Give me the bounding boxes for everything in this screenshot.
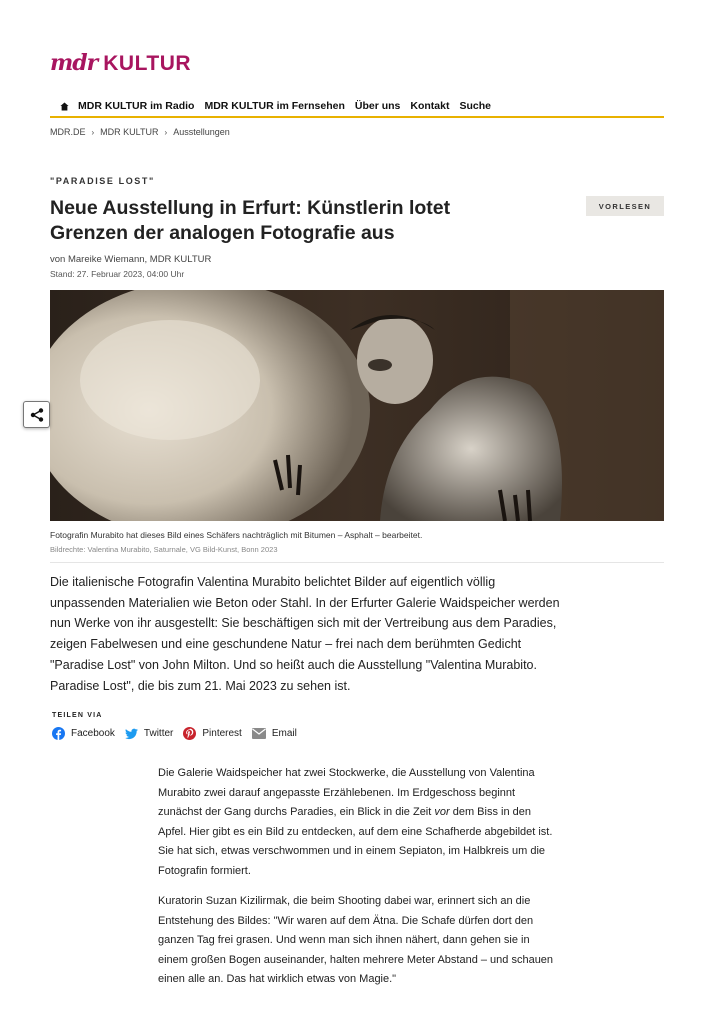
breadcrumb-mdr-kultur[interactable]: MDR KULTUR: [100, 127, 159, 137]
email-icon: [252, 728, 266, 739]
article-kicker: "PARADISE LOST": [50, 176, 155, 186]
share-row: [52, 727, 307, 740]
nav-item-suche[interactable]: Suche: [459, 100, 491, 112]
nav-item-ueber-uns[interactable]: Über uns: [354, 100, 401, 112]
facebook-icon: [52, 727, 65, 740]
chevron-right-icon: ›: [91, 127, 95, 137]
mdr-kultur-logo[interactable]: [50, 50, 191, 76]
breadcrumb-ausstellungen[interactable]: Ausstellungen: [173, 127, 230, 137]
share-email-label: Email: [271, 728, 297, 739]
breadcrumb-mdr-de[interactable]: MDR.DE: [50, 127, 86, 137]
nav-item-radio[interactable]: MDR KULTUR im Radio: [78, 100, 195, 112]
share-pinterest[interactable]: [183, 727, 241, 740]
home-icon[interactable]: [50, 102, 78, 111]
hero-photo-illustration: [50, 290, 664, 521]
article-author: von Mareike Wiemann, MDR KULTUR: [50, 254, 212, 265]
share-email[interactable]: [252, 728, 297, 739]
share-facebook-label: Facebook: [71, 728, 115, 739]
emphasis-vor: vor: [434, 806, 450, 818]
nav-item-fernsehen[interactable]: MDR KULTUR im Fernsehen: [204, 100, 345, 112]
breadcrumb: [50, 127, 230, 137]
body-paragraph-1: Die Galerie Waidspeicher hat zwei Stockwerke, die Ausstellung von Valentina Murabito zwei darauf angepasste Erzählebenen. Im Erdgeschoss beginnt zunächst der Gang durchs Paradies, ein Blick in die Zeit vor dem Biss in den Apfel. Hier gibt es ein Bild zu entdecken, auf dem eine Schafherde abgebildet ist. Sie hat sich, etwas verschwommen und in einem Sepiaton, im Halbkreis um die Fotografin formiert.: [158, 767, 553, 877]
pinterest-icon: [183, 727, 196, 740]
logo-mdr-mark: mdr: [50, 50, 98, 76]
logo-kultur-wordmark: KULTUR: [103, 52, 192, 75]
divider: [50, 562, 664, 563]
body-paragraph-2: Kuratorin Suzan Kizilirmak, die beim Shooting dabei war, erinnert sich an die Entstehung des Bildes: "Wir waren auf dem Ätna. Die Schafe dürfen dort den ganzen Tag frei grasen. Und wenn man sich ihnen nähert, dann gehen sie in einem großen Bogen auseinander, halten mehrere Meter Abstand – und schauen einen alle an. Das hat wirklich etwas von Magie.": [158, 895, 554, 985]
share-label: TEILEN VIA: [52, 712, 103, 719]
chevron-right-icon: ›: [164, 127, 168, 137]
main-navigation: [50, 96, 664, 118]
article-intro: Die italienische Fotografin Valentina Murabito belichtet Bilder auf eigentlich völlig unpassenden Materialien wie Beton oder Stahl. In der Erfurter Galerie Waidspeicher werden nun Werke von ihr ausgestellt: Sie beschäftigen sich mit der Vertreibung aus dem Paradies, zeigen Fabelwesen und eine geschundene Natur – frei nach dem berühmten Gedicht "Paradise Lost" von John Milton. Und so heißt auch die Ausstellung "Valentina Murabito. Paradise Lost", die bis zum 21. Mai 2023 zu sehen ist.: [50, 575, 560, 693]
share-pinterest-label: Pinterest: [202, 728, 242, 739]
share-twitter[interactable]: [125, 728, 173, 740]
vorlesen-button[interactable]: VORLESEN: [586, 196, 664, 216]
share-button[interactable]: [23, 401, 50, 428]
twitter-icon: [125, 728, 138, 740]
share-icon: [29, 407, 45, 423]
hero-image[interactable]: [50, 290, 664, 521]
image-credits: Bildrechte: Valentina Murabito, Saturnale, VG Bild-Kunst, Bonn 2023: [50, 545, 278, 554]
share-twitter-label: Twitter: [143, 728, 174, 739]
article-timestamp: Stand: 27. Februar 2023, 04:00 Uhr: [50, 269, 185, 279]
image-caption: Fotografin Murabito hat dieses Bild eines Schäfers nachträglich mit Bitumen – Asphalt – bearbeitet.: [50, 530, 423, 540]
article-body: [158, 764, 558, 1001]
share-facebook[interactable]: [52, 727, 115, 740]
article-title: Neue Ausstellung in Erfurt: Künstlerin lotet Grenzen der analogen Fotografie aus: [50, 197, 451, 244]
nav-item-kontakt[interactable]: Kontakt: [410, 100, 450, 112]
